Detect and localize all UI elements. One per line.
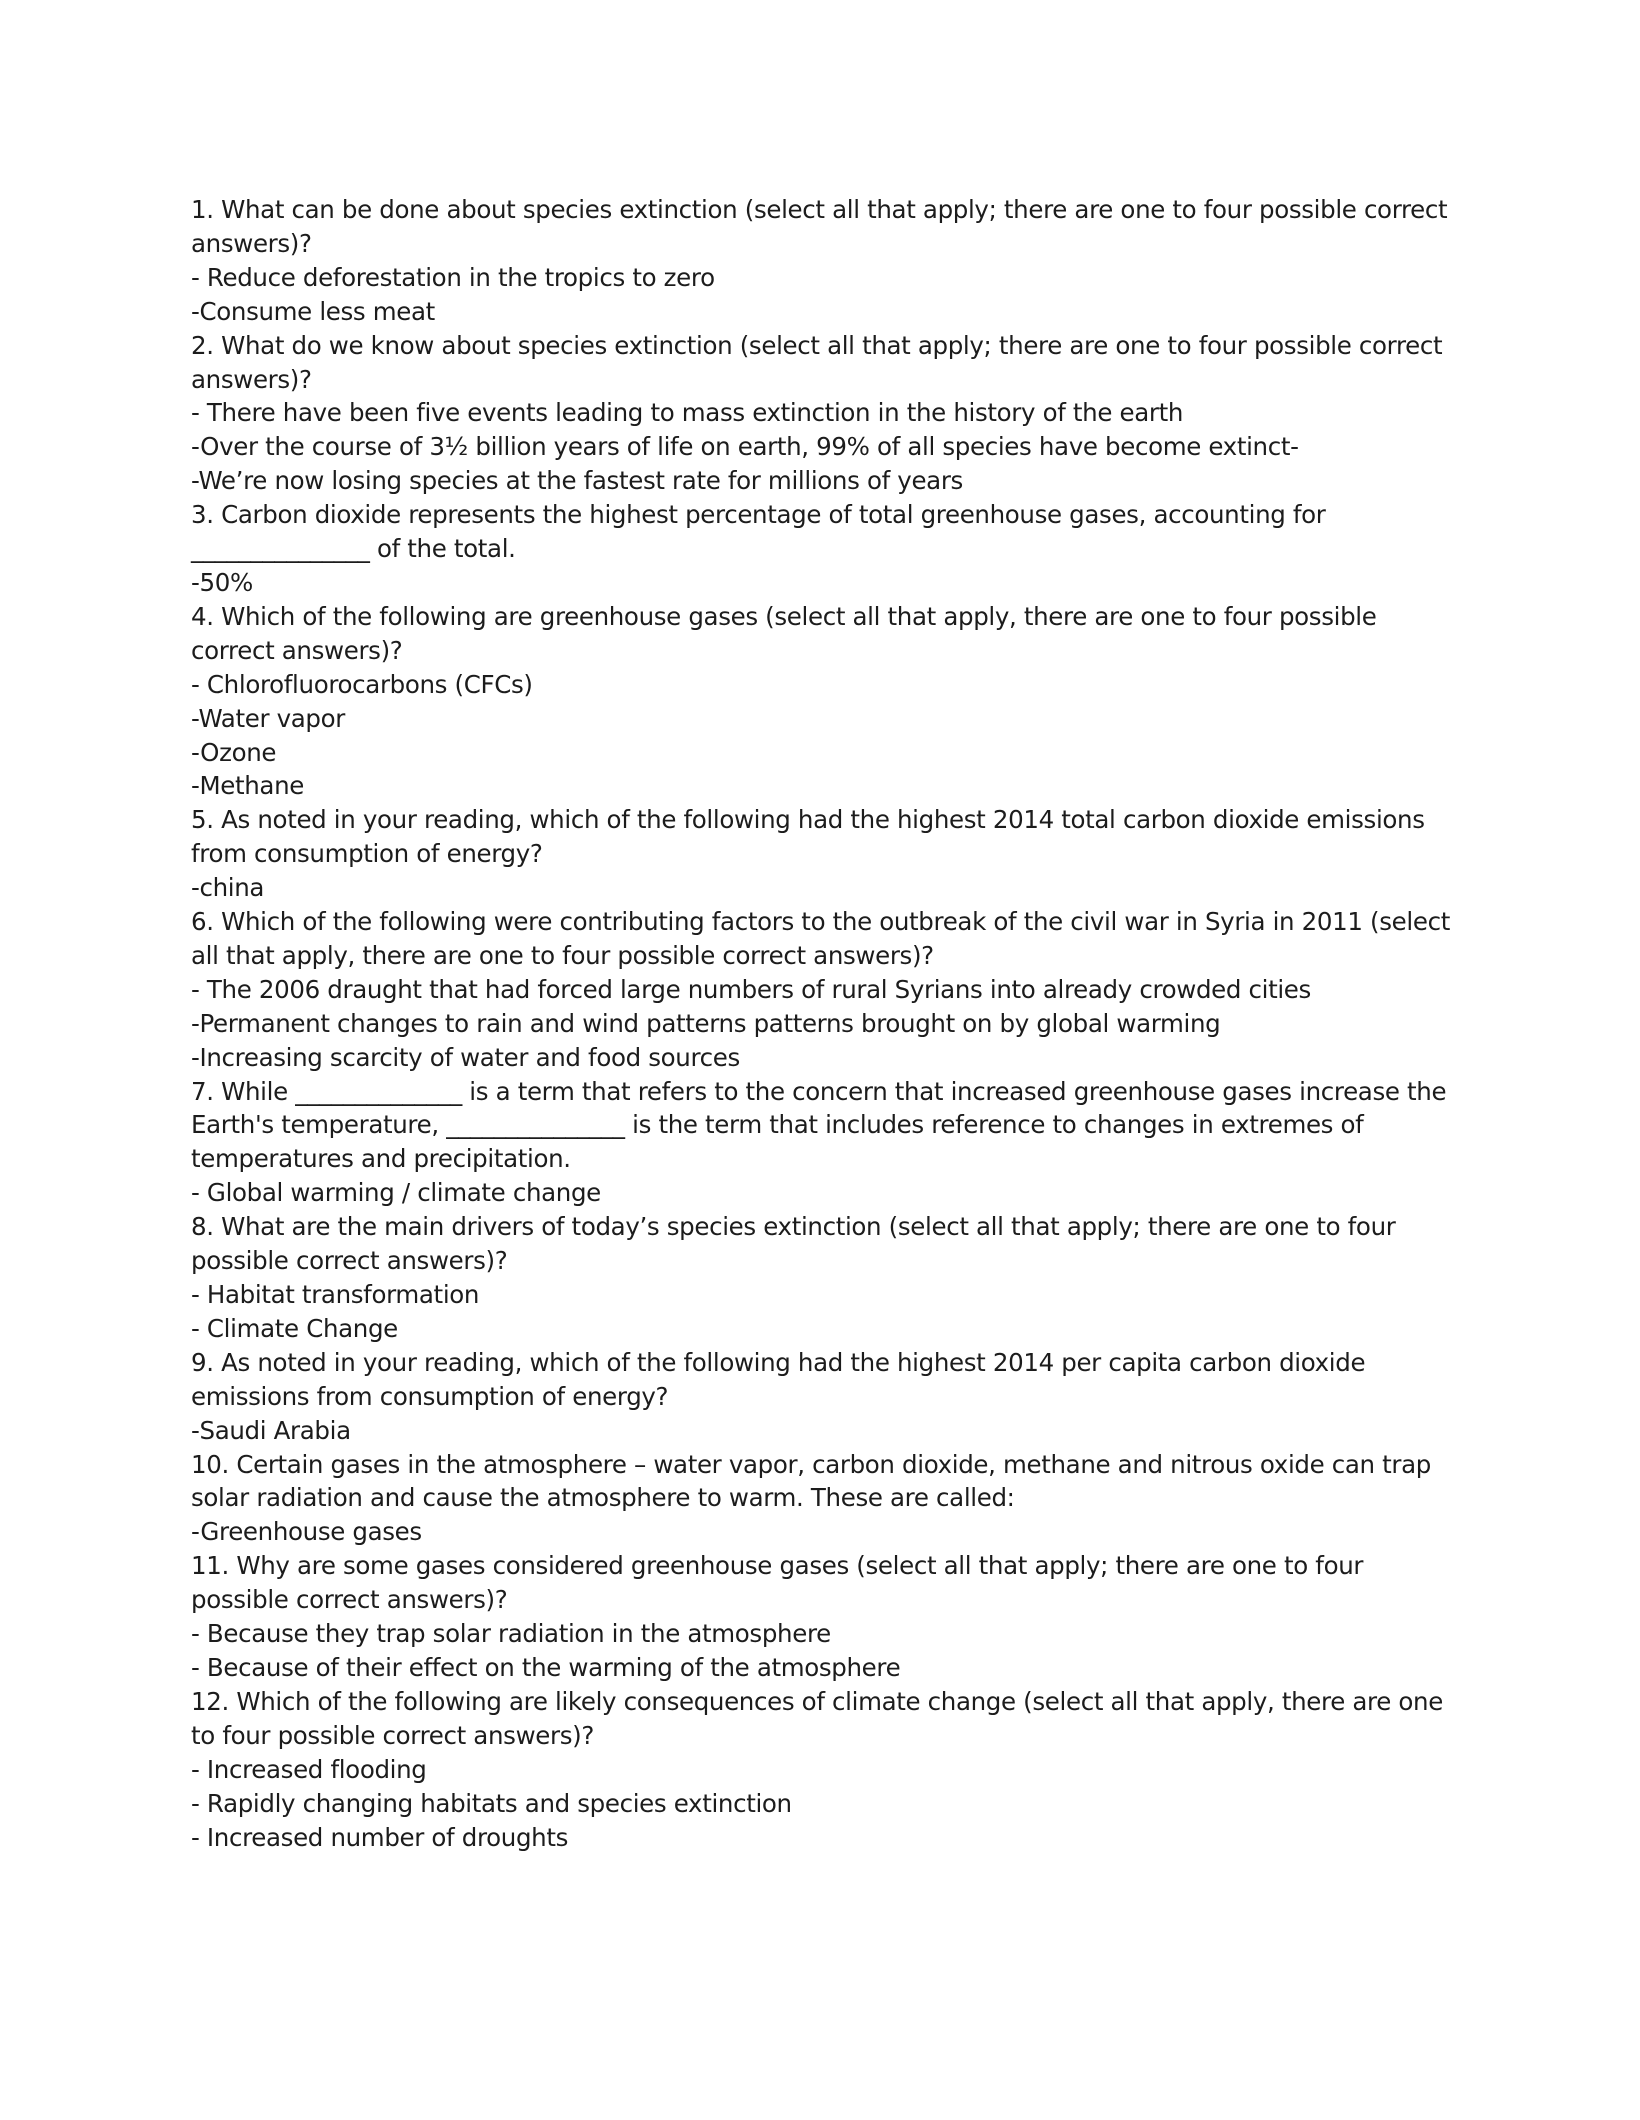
question-2: 2. What do we know about species extinction (select all that apply; there are one to four possible correct answers)? <box>191 330 1443 394</box>
answer-line: -Methane <box>191 771 305 801</box>
answer-line: - There have been five events leading to mass extinction in the history of the earth <box>191 398 1184 428</box>
answer-line: -Increasing scarcity of water and food sources <box>191 1042 740 1072</box>
document-body <box>191 193 1451 1854</box>
answer-line: -Water vapor <box>191 703 345 733</box>
answer-line: - Global warming / climate change <box>191 1178 601 1208</box>
answer-line: -Ozone <box>191 737 277 767</box>
answer-line: -Permanent changes to rain and wind patterns patterns brought on by global warming <box>191 1008 1221 1038</box>
question-12: 12. Which of the following are likely consequences of climate change (select all that apply, there are one to four possible correct answers)? <box>191 1686 1443 1750</box>
answer-line: -Over the course of 3½ billion years of life on earth, 99% of all species have become extinct- <box>191 432 1299 462</box>
question-7: 7. While ______________ is a term that refers to the concern that increased greenhouse gases increase the Earth's temperature, _______________ is the term that includes reference to changes in extremes of temperatures and precipitation. <box>191 1076 1447 1174</box>
question-5: 5. As noted in your reading, which of the following had the highest 2014 total carbon dioxide emissions from consumption of energy? <box>191 805 1425 869</box>
answer-line: - Increased number of droughts <box>191 1822 569 1852</box>
answer-line: - Increased flooding <box>191 1754 427 1784</box>
answer-line: - Climate Change <box>191 1313 398 1343</box>
question-1: 1. What can be done about species extinction (select all that apply; there are one to four possible correct answers)? <box>191 195 1448 258</box>
question-10: 10. Certain gases in the atmosphere – water vapor, carbon dioxide, methane and nitrous oxide can trap solar radiation and cause the atmosphere to warm. These are called: <box>191 1449 1432 1513</box>
answer-line: - Rapidly changing habitats and species extinction <box>191 1788 792 1818</box>
answer-line: - Chlorofluorocarbons (CFCs) <box>191 669 533 699</box>
answer-line: - Because of their effect on the warming of the atmosphere <box>191 1652 901 1682</box>
question-3: 3. Carbon dioxide represents the highest percentage of total greenhouse gases, accounting for _______________ of the total. <box>191 500 1326 564</box>
answer-line: -We’re now losing species at the fastest rate for millions of years <box>191 466 963 496</box>
question-8: 8. What are the main drivers of today’s species extinction (select all that apply; there are one to four possible correct answers)? <box>191 1212 1396 1276</box>
question-6: 6. Which of the following were contributing factors to the outbreak of the civil war in Syria in 2011 (select all that apply, there are one to four possible correct answers)? <box>191 907 1450 970</box>
answer-line: -Consume less meat <box>191 296 435 326</box>
answer-line: -Saudi Arabia <box>191 1415 351 1445</box>
question-4: 4. Which of the following are greenhouse gases (select all that apply, there are one to four possible correct answers)? <box>191 601 1377 665</box>
answer-line: - Habitat transformation <box>191 1280 480 1309</box>
answer-line: -Greenhouse gases <box>191 1517 422 1547</box>
answer-line: - The 2006 draught that had forced large numbers of rural Syrians into already crowded cities <box>191 974 1311 1004</box>
answer-line: - Because they trap solar radiation in the atmosphere <box>191 1619 831 1649</box>
question-11: 11. Why are some gases considered greenhouse gases (select all that apply; there are one to four possible correct answers)? <box>191 1551 1364 1615</box>
answer-line: - Reduce deforestation in the tropics to zero <box>191 262 715 292</box>
answer-line: -50% <box>191 567 253 597</box>
answer-line: -china <box>191 873 265 903</box>
question-9: 9. As noted in your reading, which of the following had the highest 2014 per capita carbon dioxide emissions from consumption of energy? <box>191 1347 1366 1411</box>
